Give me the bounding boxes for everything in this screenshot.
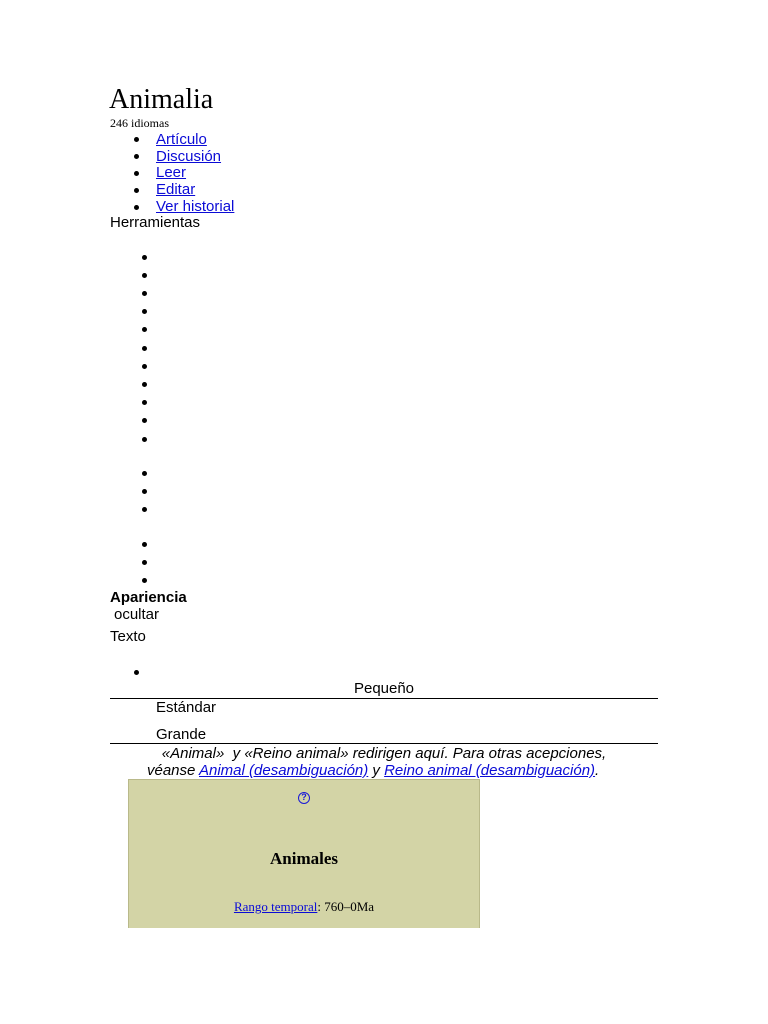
list-item[interactable] — [142, 364, 147, 369]
list-item[interactable] — [142, 542, 147, 547]
language-count-button[interactable]: 246 idiomas — [110, 116, 169, 130]
temporal-range-value: : 760–0Ma — [317, 899, 375, 914]
list-item[interactable] — [142, 255, 147, 260]
hide-appearance-button[interactable]: ocultar — [114, 606, 160, 623]
taxobox-range-row — [128, 899, 480, 915]
list-item[interactable] — [142, 400, 147, 405]
list-item[interactable] — [142, 489, 147, 494]
tools-menu-button[interactable]: Herramientas — [110, 214, 201, 231]
appearance-heading: Apariencia — [110, 589, 187, 606]
list-item[interactable] — [142, 327, 147, 332]
bullet — [134, 154, 139, 159]
bullet — [134, 137, 139, 142]
text-size-standard[interactable]: Estándar — [156, 699, 217, 716]
list-item[interactable] — [142, 273, 147, 278]
hatnote-text: y — [372, 762, 380, 779]
list-item[interactable] — [142, 437, 147, 442]
taxobox-title: Animales — [270, 849, 338, 868]
list-item[interactable] — [142, 291, 147, 296]
disambiguation-kingdom-link[interactable]: Reino animal (desambiguación) — [384, 762, 596, 779]
list-item[interactable] — [142, 346, 147, 351]
page-title: Animalia — [109, 84, 214, 115]
tab-history[interactable]: Ver historial — [156, 198, 235, 215]
bullet — [134, 171, 139, 176]
list-item[interactable] — [142, 418, 147, 423]
hatnote — [110, 745, 658, 762]
bullet — [134, 670, 139, 675]
text-size-small[interactable]: Pequeño — [353, 680, 415, 697]
list-item[interactable] — [142, 471, 147, 476]
question-circle-icon[interactable]: ? — [298, 792, 310, 804]
divider — [110, 743, 658, 744]
list-item[interactable] — [142, 560, 147, 565]
tab-discussion[interactable]: Discusión — [156, 148, 222, 165]
temporal-range-link[interactable]: Rango temporal — [233, 899, 318, 914]
hatnote-line-2 — [147, 762, 599, 779]
list-item[interactable] — [142, 507, 147, 512]
bullet — [134, 205, 139, 210]
list-item[interactable] — [142, 578, 147, 583]
text-size-large[interactable]: Grande — [156, 726, 207, 743]
tab-read[interactable]: Leer — [156, 164, 187, 181]
hatnote-text: . — [595, 762, 600, 779]
tab-edit[interactable]: Editar — [156, 181, 196, 198]
bullet — [134, 188, 139, 193]
hatnote-line: «Animal» y «Reino animal» redirigen aquí. Para otras acepciones, — [161, 745, 607, 762]
hatnote-text: véanse — [147, 762, 196, 779]
disambiguation-animal-link[interactable]: Animal (desambiguación) — [199, 762, 369, 779]
list-item[interactable] — [142, 382, 147, 387]
list-item[interactable] — [142, 309, 147, 314]
text-size-label: Texto — [110, 628, 146, 645]
tab-article[interactable]: Artículo — [156, 131, 207, 148]
